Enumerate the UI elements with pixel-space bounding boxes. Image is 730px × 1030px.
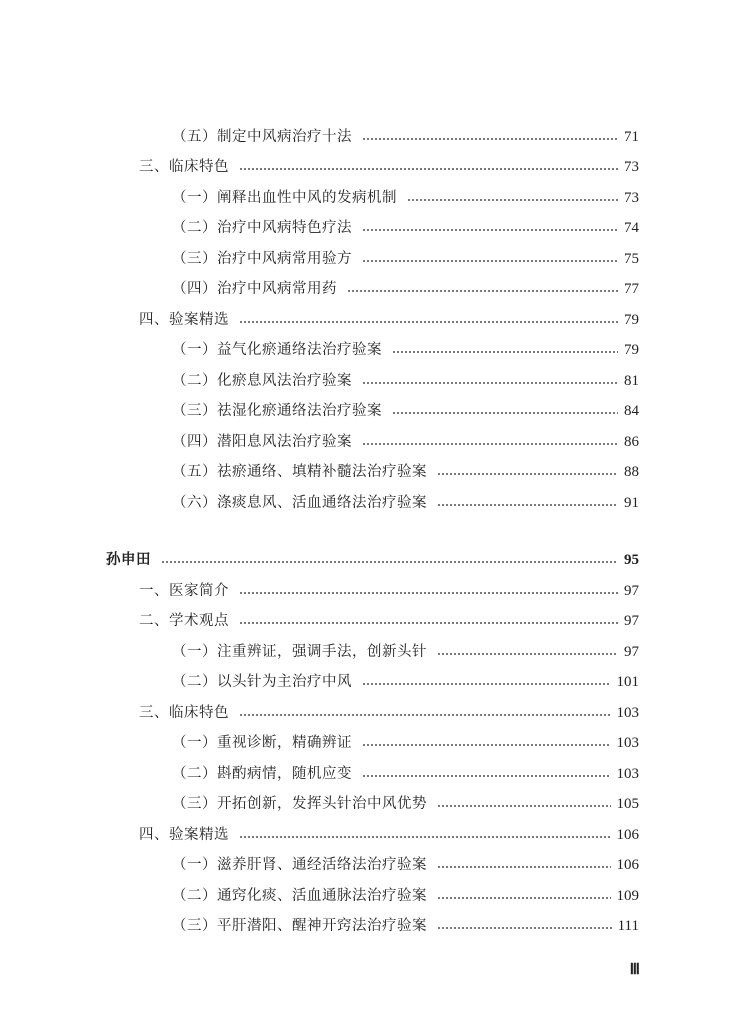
toc-entry-page: 111: [617, 918, 639, 934]
toc-entry[interactable]: [172, 854, 639, 876]
toc-entry[interactable]: [172, 763, 639, 785]
toc-entry[interactable]: [172, 431, 639, 453]
toc-entry[interactable]: [172, 461, 639, 483]
dot-leader: [392, 412, 618, 414]
toc-entry-title: （二）治疗中风病特色疗法: [172, 220, 352, 236]
dot-leader: [362, 229, 618, 231]
toc-entry-title: （五）制定中风病治疗十法: [172, 129, 352, 145]
toc-entry[interactable]: [172, 400, 639, 422]
toc-entry-title: （三）治疗中风病常用验方: [172, 251, 352, 267]
toc-entry-page: 103: [616, 735, 639, 751]
toc-entry-page: 97: [624, 613, 639, 629]
toc-entry-title: （二）通窍化痰、活血通脉法治疗验案: [172, 888, 427, 904]
toc-entry-title: 三、临床特色: [139, 705, 229, 721]
dot-leader: [239, 321, 618, 323]
dot-leader: [362, 744, 611, 746]
toc-entry[interactable]: [172, 339, 639, 361]
toc-entry-page: 91: [624, 495, 639, 511]
toc-entry-title: （一）滋养肝肾、通经活络法治疗验案: [172, 857, 427, 873]
toc-chapter-entry[interactable]: [106, 549, 639, 571]
dot-leader: [362, 138, 618, 140]
toc-entry-page: 101: [616, 674, 639, 690]
dot-leader: [437, 897, 611, 899]
toc-entry-page: 73: [624, 190, 639, 206]
toc-entry[interactable]: [139, 702, 639, 724]
dot-leader: [239, 836, 611, 838]
toc-entry[interactable]: [172, 671, 639, 693]
toc-entry-page: 77: [624, 281, 639, 297]
toc-entry[interactable]: [172, 793, 639, 815]
toc-entry[interactable]: [172, 187, 639, 209]
toc-entry[interactable]: [139, 156, 639, 178]
toc-entry-title: （五）祛瘀通络、填精补髓法治疗验案: [172, 464, 427, 480]
dot-leader: [437, 473, 618, 475]
dot-leader: [161, 561, 618, 563]
toc-entry-title: （一）注重辨证，强调手法，创新头针: [172, 644, 427, 660]
toc-entry[interactable]: [139, 309, 639, 331]
dot-leader: [437, 866, 611, 868]
toc-entry-title: （三）开拓创新，发挥头针治中风优势: [172, 796, 427, 812]
dot-leader: [362, 775, 611, 777]
toc-entry[interactable]: [172, 492, 639, 514]
toc-entry-title: （六）涤痰息风、活血通络法治疗验案: [172, 495, 427, 511]
toc-entry-title: （四）潜阳息风法治疗验案: [172, 434, 352, 450]
dot-leader: [239, 592, 618, 594]
toc-entry-page: 105: [616, 796, 639, 812]
toc-entry-page: 103: [616, 705, 639, 721]
dot-leader: [239, 622, 618, 624]
toc-entry[interactable]: [172, 248, 639, 270]
toc-entry-title: （三）平肝潜阳、醒神开窍法治疗验案: [172, 918, 427, 934]
toc-entry-page: 84: [624, 403, 639, 419]
toc-entry[interactable]: [172, 641, 639, 663]
dot-leader: [239, 714, 611, 716]
toc-entry-page: 109: [616, 888, 639, 904]
toc-entry-page: 75: [624, 251, 639, 267]
toc-entry[interactable]: [172, 370, 639, 392]
toc-entry[interactable]: [172, 278, 639, 300]
toc-chapter-page: 95: [624, 552, 639, 568]
toc-entry-page: 81: [624, 373, 639, 389]
toc-entry-page: 79: [624, 342, 639, 358]
toc-entry-title: 四、验案精选: [139, 312, 229, 328]
toc-entry-title: （一）阐释出血性中风的发病机制: [172, 190, 397, 206]
dot-leader: [362, 382, 618, 384]
dot-leader: [362, 443, 618, 445]
toc-entry-page: 97: [624, 583, 639, 599]
toc-entry-page: 86: [624, 434, 639, 450]
toc-entry-page: 74: [624, 220, 639, 236]
toc-entry-page: 88: [624, 464, 639, 480]
toc-entry-title: （三）祛湿化瘀通络法治疗验案: [172, 403, 382, 419]
toc-entry-title: 四、验案精选: [139, 827, 229, 843]
toc-entry[interactable]: [172, 217, 639, 239]
toc-entry-page: 97: [624, 644, 639, 660]
toc-entry-page: 103: [616, 766, 639, 782]
dot-leader: [407, 199, 618, 201]
dot-leader: [362, 260, 618, 262]
toc-entry-title: 二、学术观点: [139, 613, 229, 629]
toc-entry[interactable]: [139, 610, 639, 632]
toc-entry[interactable]: [172, 732, 639, 754]
dot-leader: [437, 805, 611, 807]
toc-entry-title: 三、临床特色: [139, 159, 229, 175]
toc-entry-page: 71: [624, 129, 639, 145]
toc-entry-page: 106: [616, 827, 639, 843]
toc-entry[interactable]: [139, 824, 639, 846]
dot-leader: [437, 653, 618, 655]
toc-entry[interactable]: [172, 126, 639, 148]
toc-entry-page: 73: [624, 159, 639, 175]
toc-entry[interactable]: [172, 915, 639, 937]
dot-leader: [239, 168, 618, 170]
dot-leader: [362, 683, 611, 685]
toc-entry-page: 106: [616, 857, 639, 873]
toc-entry[interactable]: [139, 580, 639, 602]
toc-entry[interactable]: [172, 885, 639, 907]
toc-chapter-title: 孙申田: [106, 552, 151, 568]
toc-entry-title: （一）益气化瘀通络法治疗验案: [172, 342, 382, 358]
dot-leader: [437, 927, 612, 929]
toc-entry-title: （二）斟酌病情，随机应变: [172, 766, 352, 782]
toc-entry-title: 一、医家简介: [139, 583, 229, 599]
dot-leader: [392, 351, 618, 353]
toc-entry-title: （一）重视诊断，精确辨证: [172, 735, 352, 751]
toc-entry-page: 79: [624, 312, 639, 328]
page-number: Ⅲ: [629, 962, 640, 978]
toc-entry-title: （二）以头针为主治疗中风: [172, 674, 352, 690]
toc-entry-title: （四）治疗中风病常用药: [172, 281, 337, 297]
dot-leader: [347, 290, 618, 292]
dot-leader: [437, 504, 618, 506]
toc-entry-title: （二）化瘀息风法治疗验案: [172, 373, 352, 389]
